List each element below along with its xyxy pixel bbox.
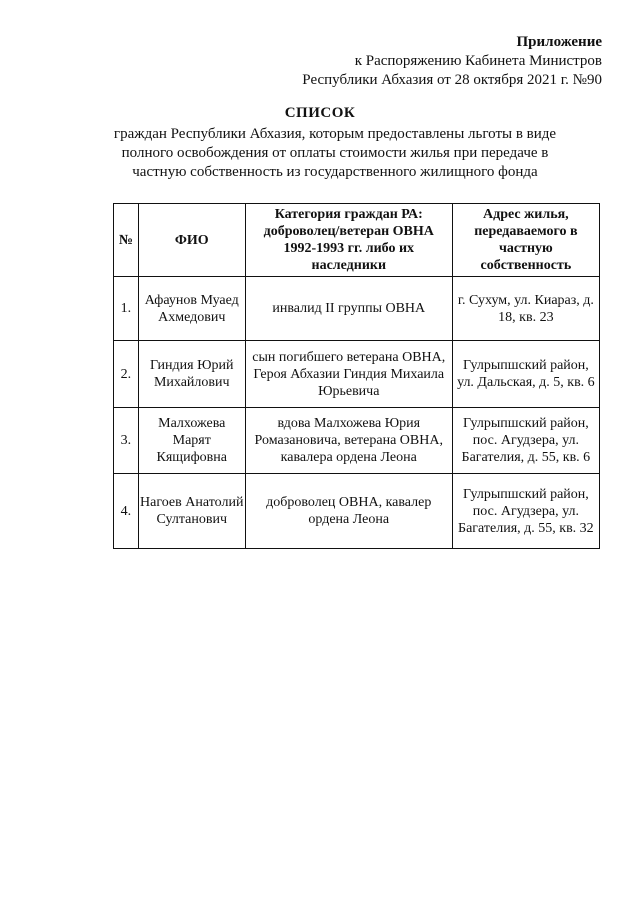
cell-category: инвалид II группы ОВНА [245,277,452,341]
cell-num: 3. [114,408,139,474]
table-header-row [114,204,600,277]
cell-name: Гиндия Юрий Михайлович [138,341,245,408]
appendix-header [302,33,602,90]
cell-category: сын погибшего ветерана ОВНА, Героя Абхазии Гиндия Михаила Юрьевича [245,341,452,408]
header-num: № [114,204,139,277]
table-row [114,474,600,549]
header-address: Адрес жилья, передаваемого в частную собственность [452,204,599,277]
cell-category: вдова Малхожева Юрия Ромазановича, ветерана ОВНА, кавалера ордена Леона [245,408,452,474]
beneficiaries-table [113,203,600,549]
cell-name: Малхожева Марят Кящифовна [138,408,245,474]
appendix-line-2: Республики Абхазия от 28 октября 2021 г. №90 [302,72,602,88]
header-category: Категория граждан РА: доброволец/ветеран ОВНА 1992-1993 гг. либо их наследники [245,204,452,277]
cell-name: Афаунов Муаед Ахмедович [138,277,245,341]
list-title: СПИСОК [284,105,356,121]
cell-num: 4. [114,474,139,549]
cell-num: 2. [114,341,139,408]
cell-address: Гулрыпшский район, ул. Дальская, д. 5, кв. 6 [452,341,599,408]
list-subtitle: граждан Республики Абхазия, которым предоставлены льготы в виде полного освобождения от оплаты стоимости жилья при передаче в частную собственность из государственного жилищного фонда [113,126,557,180]
table-row [114,408,600,474]
table-row [114,341,600,408]
appendix-line-1: к Распоряжению Кабинета Министров [354,53,602,69]
cell-num: 1. [114,277,139,341]
cell-category: доброволец ОВНА, кавалер ордена Леона [245,474,452,549]
header-name: ФИО [138,204,245,277]
cell-address: Гулрыпшский район, пос. Агудзера, ул. Багателия, д. 55, кв. 6 [452,408,599,474]
cell-name: Нагоев Анатолий Султанович [138,474,245,549]
cell-address: г. Сухум, ул. Киараз, д. 18, кв. 23 [452,277,599,341]
table-row [114,277,600,341]
cell-address: Гулрыпшский район, пос. Агудзера, ул. Багателия, д. 55, кв. 32 [452,474,599,549]
appendix-title: Приложение [516,34,602,50]
